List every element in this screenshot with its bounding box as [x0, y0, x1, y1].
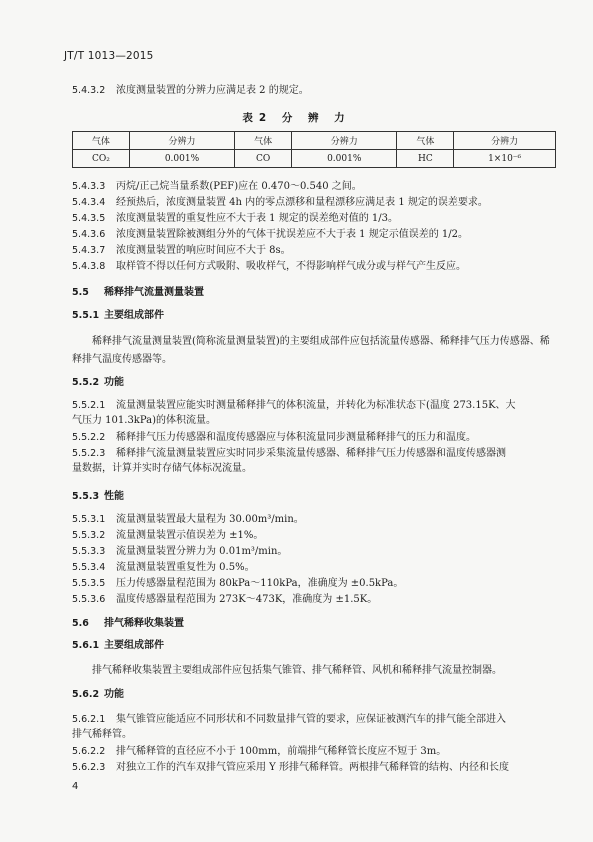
clause-5-5-3-2 [72, 529, 553, 543]
table-cell: 0.001% [129, 150, 234, 168]
clause-text: 集气锥管应能适应不同形状和不同数量排气管的要求，应保证被测汽车的排气能全部进入 [116, 714, 506, 725]
table-header-cell: 分辨力 [454, 132, 556, 150]
clause-number: 5.4.3.3 [72, 181, 106, 192]
clause-text: 排气稀释管的直径应不小于 100mm，前端排气稀释管长度应不短于 3m。 [116, 746, 447, 757]
clause-text: 温度传感器量程范围为 273K～473K，准确度为 ±1.5K。 [116, 594, 378, 605]
clause-5-4-3-2 [72, 84, 553, 98]
table-cell: 1×10⁻⁶ [454, 150, 556, 168]
clause-number: 5.5.3.2 [72, 530, 106, 541]
clause-number: 5.4.3.2 [72, 85, 106, 96]
paragraph-5-5-1: 稀释排气流量测量装置(简称流量测量装置)的主要组成部件应包括流量传感器、稀释排气压力传感器、稀释排气温度传感器等。 [72, 336, 550, 365]
clause-number: 5.5.2.2 [72, 432, 106, 443]
clause-text: 压力传感器量程范围为 80kPa～110kPa，准确度为 ±0.5kPa。 [116, 578, 404, 589]
paragraph-5-6-1: 排气稀释收集装置主要组成部件应包括集气锥管、排气稀释管、风机和稀释排气流量控制器。 [92, 665, 502, 676]
clause-text: 浓度测量装置的分辨力应满足表 2 的规定。 [116, 85, 309, 96]
clause-5-5-2-3 [72, 447, 553, 461]
section-5-5-3-heading [72, 490, 553, 504]
table-row [73, 150, 556, 168]
clause-text: 流量测量装置最大量程为 30.00m³/min。 [116, 514, 304, 525]
clause-text: 浓度测量装置的响应时间应不大于 8s。 [116, 245, 291, 256]
clause-number: 5.5.2.3 [72, 448, 106, 459]
section-title: 性能 [104, 491, 124, 502]
section-number: 5.5 [72, 287, 89, 298]
clause-number: 5.4.3.6 [72, 229, 106, 240]
table-header-row [73, 132, 556, 150]
clause-5-4-3-7 [72, 244, 553, 258]
section-5-6-1-heading [72, 639, 553, 653]
section-title: 排气稀释收集装置 [104, 618, 184, 629]
section-title: 稀释排气流量测量装置 [104, 287, 204, 298]
clause-number: 5.5.3.1 [72, 514, 106, 525]
resolution-table [72, 131, 556, 168]
clause-5-5-3-5 [72, 577, 553, 591]
clause-text: 流量测量装置分辨力为 0.01m³/min。 [116, 546, 288, 557]
clause-5-4-3-6 [72, 228, 553, 242]
section-title: 主要组成部件 [104, 640, 164, 651]
clause-5-4-3-8 [72, 260, 553, 274]
clause-5-6-2-3 [72, 761, 553, 775]
clause-number: 5.4.3.8 [72, 261, 106, 272]
clause-text: 对独立工作的汽车双排气管应采用 Y 形排气稀释管。两根排气稀释管的结构、内径和长度 [116, 762, 509, 773]
clause-number: 5.5.2.1 [72, 400, 106, 411]
clause-5-5-3-3 [72, 545, 553, 559]
section-number: 5.5.3 [72, 491, 100, 502]
clause-text: 流量测量装置示值误差为 ±1%。 [116, 530, 264, 541]
section-5-6-2-heading [72, 688, 553, 702]
section-5-5-1-heading [72, 309, 553, 323]
clause-text: 丙烷/正己烷当量系数(PEF)应在 0.470～0.540 之间。 [116, 181, 362, 192]
section-5-6-heading [72, 617, 553, 631]
clause-number: 5.4.3.5 [72, 213, 106, 224]
clause-text: 经预热后，浓度测量装置 4h 内的零点漂移和量程漂移应满足表 1 规定的误差要求。 [116, 197, 488, 208]
table-header-cell: 分辨力 [292, 132, 397, 150]
table-header-cell: 气体 [73, 132, 130, 150]
clause-text: 流量测量装置应能实时测量稀释排气的体积流量，并转化为标准状态下(温度 273.15K、大 [116, 400, 516, 411]
section-5-5-heading [72, 286, 553, 300]
clause-5-6-2-1 [72, 713, 553, 727]
clause-number: 5.4.3.7 [72, 245, 106, 256]
section-number: 5.6 [72, 618, 89, 629]
clause-number: 5.5.3.3 [72, 546, 106, 557]
clause-text: 取样管不得以任何方式吸附、吸收样气，不得影响样气成分或与样气产生反应。 [116, 261, 466, 272]
section-number: 5.6.1 [72, 640, 100, 651]
clause-number: 5.5.3.4 [72, 562, 106, 573]
section-number: 5.6.2 [72, 689, 100, 700]
table-cell: CO [235, 150, 292, 168]
clause-number: 5.6.2.2 [72, 746, 106, 757]
clause-text: 浓度测量装置的重复性应不大于表 1 规定的误差绝对值的 1/3。 [116, 213, 398, 224]
table-header-cell: 气体 [397, 132, 454, 150]
clause-5-5-2-1 [72, 399, 553, 413]
clause-5-4-3-4 [72, 196, 553, 210]
standard-code: JT/T 1013—2015 [64, 50, 154, 62]
section-title: 功能 [104, 689, 124, 700]
table-header-cell: 气体 [235, 132, 292, 150]
section-number: 5.5.2 [72, 377, 100, 388]
clause-number: 5.4.3.4 [72, 197, 106, 208]
clause-text: 流量测量装置重复性为 0.5%。 [116, 562, 255, 573]
clause-5-6-2-2 [72, 745, 553, 759]
section-number: 5.5.1 [72, 310, 100, 321]
table-header-cell: 分辨力 [129, 132, 234, 150]
clause-number: 5.5.3.6 [72, 594, 106, 605]
clause-5-5-2-3-continued: 量数据，计算并实时存储气体标况流量。 [72, 463, 252, 474]
table-cell: HC [397, 150, 454, 168]
clause-5-4-3-5 [72, 212, 553, 226]
section-title: 主要组成部件 [104, 310, 164, 321]
clause-5-5-2-2 [72, 431, 553, 445]
clause-number: 5.6.2.3 [72, 762, 106, 773]
table-2-title: 表2 分 辨 力 [242, 112, 351, 124]
clause-5-6-2-1-continued: 排气稀释管。 [72, 729, 132, 740]
clause-5-4-3-3 [72, 180, 553, 194]
clause-number: 5.6.2.1 [72, 714, 106, 725]
page-number: 4 [72, 781, 79, 792]
clause-5-5-3-1 [72, 513, 553, 527]
clause-text: 浓度测量装置除被测组分外的气体干扰误差应不大于表 1 规定示值误差的 1/2。 [116, 229, 468, 240]
clause-text: 稀释排气压力传感器和温度传感器应与体积流量同步测量稀释排气的压力和温度。 [116, 432, 476, 443]
section-title: 功能 [104, 377, 124, 388]
clause-5-5-2-1-continued: 气压力 101.3kPa)的体积流量。 [72, 415, 217, 426]
table-cell: CO₂ [73, 150, 130, 168]
table-cell: 0.001% [292, 150, 397, 168]
section-5-5-2-heading [72, 376, 553, 390]
clause-number: 5.5.3.5 [72, 578, 106, 589]
clause-5-5-3-6 [72, 593, 553, 607]
clause-text: 稀释排气流量测量装置应实时同步采集流量传感器、稀释排气压力传感器和温度传感器测 [116, 448, 506, 459]
clause-5-5-3-4 [72, 561, 553, 575]
